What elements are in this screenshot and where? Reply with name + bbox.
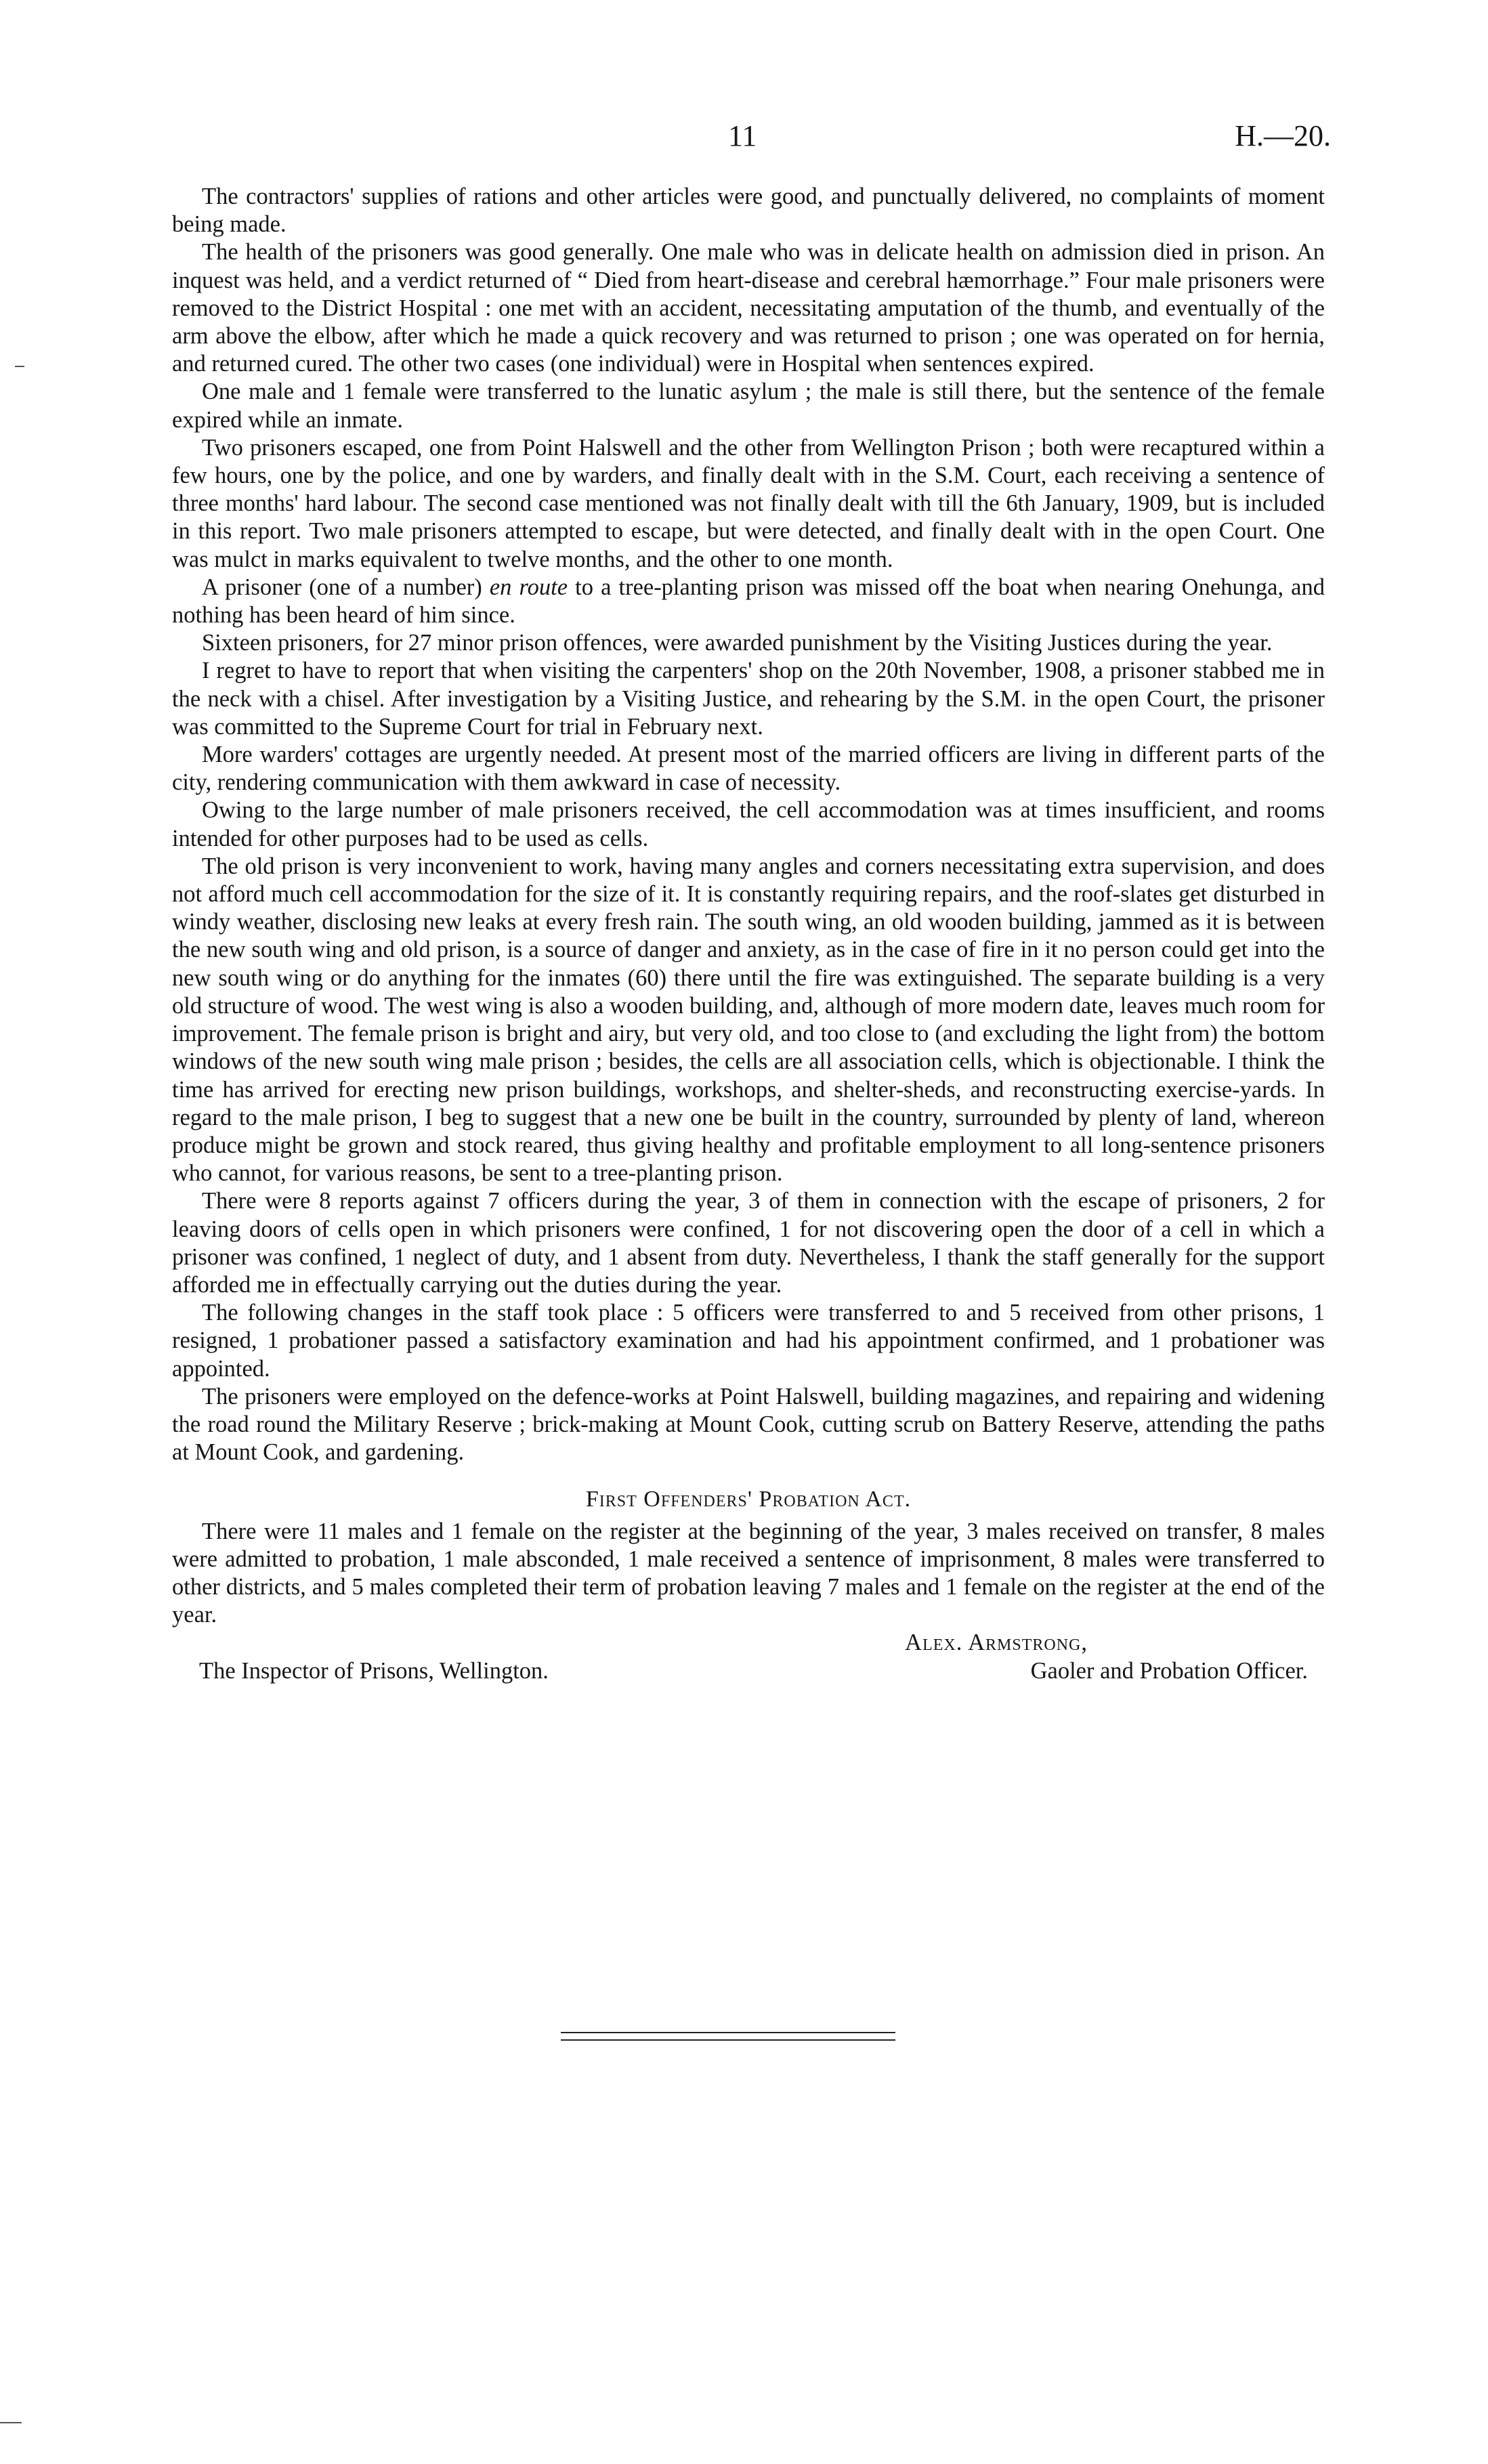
- paragraph-accommodation: Owing to the large number of male prisoners received, the cell accommodation was at times insufficient, and rooms intended for other purposes had to be used as cells.: [172, 797, 1325, 851]
- report-body: [172, 183, 1325, 1686]
- paragraph-staff-changes: The following changes in the staff took place : 5 officers were transferred to and 5 received from other prisons, 1 resigned, 1 probationer passed a satisfactory examination and had his appointment confirmed, and 1 probationer was appointed.: [172, 1300, 1325, 1382]
- addressee: The Inspector of Prisons, Wellington.: [199, 1657, 549, 1684]
- paragraph-employment: The prisoners were employed on the defence-works at Point Halswell, building magazines, and repairing and widening the road round the Military Reserve ; brick-making at Mount Cook, cutting scrub on Battery Reserve, attending the paths at Mount Cook, and gardening.: [172, 1383, 1325, 1466]
- paragraph-rations: The contractors' supplies of rations and other articles were good, and punctually delivered, no complaints of moment being made.: [172, 184, 1325, 238]
- paragraph-escapes: Two prisoners escaped, one from Point Halswell and the other from Wellington Prison ; both were recaptured within a few hours, one by the police, and one by warders, and finally dealt with in the S.M. Court, each receiving a sentence of three months' hard labour. The second case mentioned was not finally dealt with till the 6th January, 1909, but is included in this report. Two male prisoners attempted to escape, but were detected, and finally dealt with in the open Court. One was mulct in marks equivalent to twelve months, and the other to one month.: [172, 434, 1325, 572]
- signatory-title: Gaoler and Probation Officer.: [1030, 1657, 1308, 1684]
- paragraph-health: The health of the prisoners was good generally. One male who was in delicate health on admission died in prison. An inquest was held, and a verdict returned of “ Died from heart-disease and cerebral hæmorrhage.” Four male prisoners were removed to the District Hospital : one met with an accident, necessitating amputation of the thumb, and eventually of the arm above the elbow, after which he made a quick recovery and was returned to prison ; one was operated on for hernia, and returned cured. The other two cases (one individual) were in Hospital when sentences expired.: [172, 239, 1325, 377]
- paragraph-probation: There were 11 males and 1 female on the register at the beginning of the year, 3 males received on transfer, 8 males were admitted to probation, 1 male absconded, 1 male received a sentence of imprisonment, 8 males were transferred to other districts, and 5 males completed their term of probation leaving 7 males and 1 female on the register at the end of the year.: [172, 1518, 1325, 1628]
- paragraph-missing-prisoner: A prisoner (one of a number) en route to a tree-planting prison was missed off the boat when nearing Onehunga, and nothing has been heard of him since.: [172, 574, 1325, 629]
- page-header: [0, 119, 1488, 159]
- italic-phrase: en route: [489, 574, 568, 600]
- document-reference: H.—20.: [1235, 119, 1331, 152]
- paragraph-stabbing: I regret to have to report that when visiting the carpenters' shop on the 20th November, 1908, a prisoner stabbed me in the neck with a chisel. After investigation by a Visiting Justice, and rehearing by the S.M. in the open Court, the prisoner was committed to the Supreme Court for trial in February next.: [172, 658, 1325, 740]
- paragraph-old-prison: The old prison is very inconvenient to work, having many angles and corners necessitating extra supervision, and does not afford much cell accommodation for the size of it. It is constantly requiring repairs, and the roof-slates get disturbed in windy weather, disclosing new leaks at every fresh rain. The south wing, an old wooden building, jammed as it is between the new south wing and old prison, is a source of danger and anxiety, as in the case of fire in it no person could get into the new south wing or do anything for the inmates (60) there until the fire was extinguished. The separate building is a very old structure of wood. The west wing is also a wooden building, and, although of more modern date, leaves much room for improvement. The female prison is bright and airy, but very old, and too close to (and excluding the light from) the bottom windows of the new south wing male prison ; besides, the cells are all association cells, which is objectionable. I think the time has arrived for erecting new prison buildings, workshops, and shelter-sheds, and reconstructing exercise-yards. In regard to the male prison, I beg to suggest that a new one be built in the country, surrounded by plenty of land, whereon produce might be grown and stock reared, thus giving healthy and profitable employment to all long-sentence prisoners who cannot, for various reasons, be sent to a tree-planting prison.: [172, 853, 1325, 1187]
- paragraph-officer-reports: There were 8 reports against 7 officers during the year, 3 of them in connection with the escape of prisoners, 2 for leaving doors of cells open in which prisoners were confined, 1 for not discovering open the door of a cell in which a prisoner was confined, 1 neglect of duty, and 1 absent from duty. Nevertheless, I thank the staff generally for the support afforded me in effectually carrying out the duties during the year.: [172, 1188, 1325, 1298]
- page-number: 11: [728, 119, 757, 152]
- paragraph-asylum: One male and 1 female were transferred to the lunatic asylum ; the male is still there, but the sentence of the female expired while an inmate.: [172, 379, 1325, 433]
- section-heading-probation: First Offenders' Probation Act.: [585, 1487, 912, 1512]
- signature-block: [172, 1657, 1325, 1686]
- paragraph-punishments: Sixteen prisoners, for 27 minor prison offences, were awarded punishment by the Visiting Justices during the year.: [202, 630, 1273, 656]
- signatory-name: Alex. Armstrong,: [905, 1630, 1088, 1656]
- paragraph-cottages: More warders' cottages are urgently needed. At present most of the married officers are living in different parts of the city, rendering communication with them awkward in case of necessity.: [172, 742, 1325, 796]
- margin-mark-bottom-left: [0, 2422, 22, 2423]
- end-double-rule: [561, 2032, 895, 2041]
- margin-mark-left: [15, 366, 24, 367]
